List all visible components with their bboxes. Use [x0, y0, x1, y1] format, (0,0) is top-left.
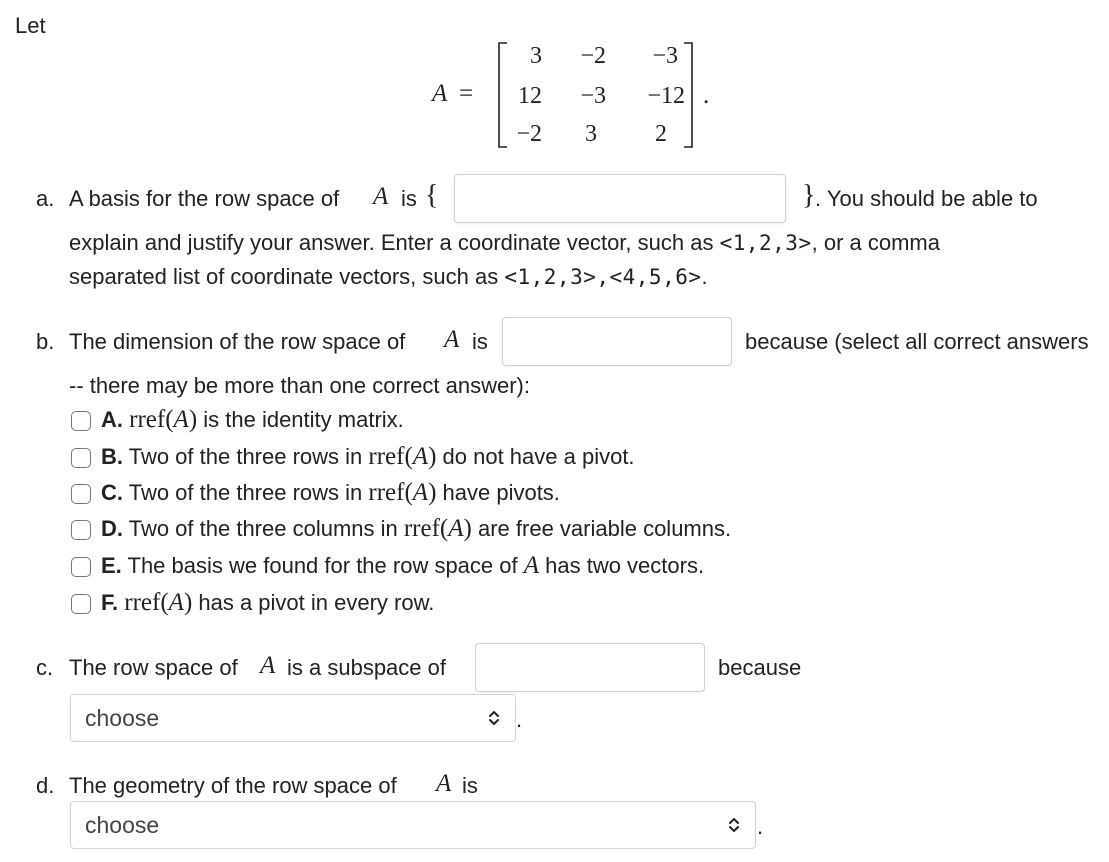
- rref-arg: A: [412, 479, 429, 506]
- option-letter: E.: [101, 553, 122, 578]
- part-c-label: c.: [36, 655, 54, 680]
- part-c-suffix: is a subspace of: [287, 655, 446, 680]
- part-d-terminator: .: [757, 814, 764, 839]
- part-a-line3-post: .: [701, 264, 708, 289]
- rref-arg: A: [173, 406, 189, 433]
- rref-close: ): [428, 443, 437, 470]
- part-a-line2-text: explain and justify your answer. Enter a coordinate vector, such as: [69, 230, 714, 255]
- part-b-line2: -- there may be more than one correct answer):: [69, 373, 530, 398]
- part-b-label: b.: [36, 329, 55, 354]
- option-letter: D.: [101, 516, 123, 541]
- example-vector-list: <1,2,3>,<4,5,6>: [504, 265, 702, 289]
- option-f-checkbox[interactable]: [71, 594, 91, 614]
- rref-fn: rref(: [368, 443, 413, 470]
- rref-close: ): [183, 589, 193, 616]
- matrix-cell: 3: [530, 43, 542, 69]
- option-text: The basis we found for the row space of: [121, 553, 524, 578]
- option-text: Two of the three rows in: [123, 444, 369, 469]
- option-text: has two vectors.: [539, 553, 705, 578]
- intro-text: Let: [15, 13, 46, 38]
- rref-fn: rref(: [403, 515, 449, 542]
- rref-close: ): [463, 515, 472, 542]
- rref-fn: rref(: [124, 589, 169, 616]
- option-text: is the identity matrix.: [197, 407, 404, 432]
- option-letter: B.: [101, 444, 123, 469]
- option-e-checkbox[interactable]: [71, 557, 91, 577]
- matrix-lhs: A: [432, 80, 448, 107]
- part-b-prefix: The dimension of the row space of: [69, 329, 406, 354]
- option-text: has a pivot in every row.: [192, 590, 435, 615]
- part-c-terminator: .: [516, 707, 523, 732]
- option-b-checkbox[interactable]: [71, 448, 91, 468]
- rref-arg: A: [448, 515, 464, 542]
- part-c-select[interactable]: [70, 694, 516, 742]
- option-text: Two of the three rows in: [123, 480, 369, 505]
- subspace-input[interactable]: [475, 643, 705, 692]
- option-d-checkbox[interactable]: [71, 520, 91, 540]
- part-a-prefix: A basis for the row space of: [69, 186, 340, 211]
- matrix-cell: −12: [647, 83, 685, 109]
- part-d-label: d.: [36, 773, 55, 798]
- part-a-var: A: [373, 183, 389, 210]
- option-a-checkbox[interactable]: [71, 411, 91, 431]
- example-vector: <1,2,3>: [719, 231, 812, 255]
- matrix-cell: 12: [518, 83, 542, 109]
- matrix-cell: 3: [585, 121, 597, 147]
- option-e-label[interactable]: [101, 552, 704, 580]
- option-letter: A.: [101, 407, 123, 432]
- option-text: are free variable columns.: [471, 516, 732, 541]
- part-d-select-value: choose: [85, 811, 160, 838]
- part-a-open-brace: {: [425, 180, 439, 211]
- option-text: Two of the three columns in: [123, 516, 404, 541]
- matrix-equals: =: [459, 80, 474, 107]
- option-letter: C.: [101, 480, 123, 505]
- part-a-line3-text: separated list of coordinate vectors, such as: [69, 264, 499, 289]
- chevron-updown-icon: [487, 709, 501, 727]
- part-d-is: is: [462, 773, 478, 798]
- row-space-basis-input[interactable]: [454, 174, 786, 223]
- option-text: have pivots.: [436, 480, 560, 505]
- rref-fn: rref(: [129, 406, 174, 433]
- part-d-prefix: The geometry of the row space of: [69, 773, 397, 798]
- rref-fn: rref(: [368, 479, 413, 506]
- part-b-is: is: [472, 329, 488, 354]
- rref-arg: A: [412, 443, 429, 470]
- part-a-suffix: . You should be able to: [815, 186, 1038, 211]
- option-letter: F.: [101, 590, 119, 615]
- part-a-label: a.: [36, 186, 55, 211]
- part-a-line2-post: , or a comma: [811, 230, 940, 255]
- part-a-line3: [69, 264, 708, 290]
- matrix-cell: −3: [652, 43, 678, 69]
- chevron-updown-icon: [727, 816, 741, 834]
- part-a-line2: [69, 230, 940, 256]
- matrix-cell: 2: [655, 121, 667, 147]
- rref-close: ): [428, 479, 437, 506]
- matrix-cell: −3: [580, 83, 606, 109]
- option-f-label[interactable]: [101, 589, 434, 617]
- part-c-select-value: choose: [85, 704, 160, 731]
- matrix-cell: −2: [580, 43, 606, 69]
- option-c-checkbox[interactable]: [71, 484, 91, 504]
- part-d-var: A: [436, 770, 452, 797]
- dimension-input[interactable]: [502, 317, 732, 366]
- option-c-label[interactable]: [101, 479, 560, 507]
- part-c-because: because: [718, 655, 802, 680]
- part-a-close-brace: }: [802, 180, 816, 211]
- part-c-var: A: [260, 652, 276, 679]
- option-var: A: [523, 552, 540, 579]
- rref-close: ): [188, 406, 198, 433]
- option-d-label[interactable]: [101, 515, 731, 543]
- matrix-cell: −2: [516, 121, 542, 147]
- part-d-select[interactable]: [70, 801, 756, 849]
- part-b-var: A: [444, 326, 460, 353]
- option-a-label[interactable]: [101, 406, 404, 434]
- rref-arg: A: [168, 589, 184, 616]
- matrix-terminator: .: [703, 82, 710, 109]
- option-b-label[interactable]: [101, 443, 635, 471]
- option-text: do not have a pivot.: [436, 444, 635, 469]
- part-a-is: is: [401, 186, 417, 211]
- part-c-prefix: The row space of: [69, 655, 238, 680]
- part-b-because: because (select all correct answers: [745, 329, 1089, 354]
